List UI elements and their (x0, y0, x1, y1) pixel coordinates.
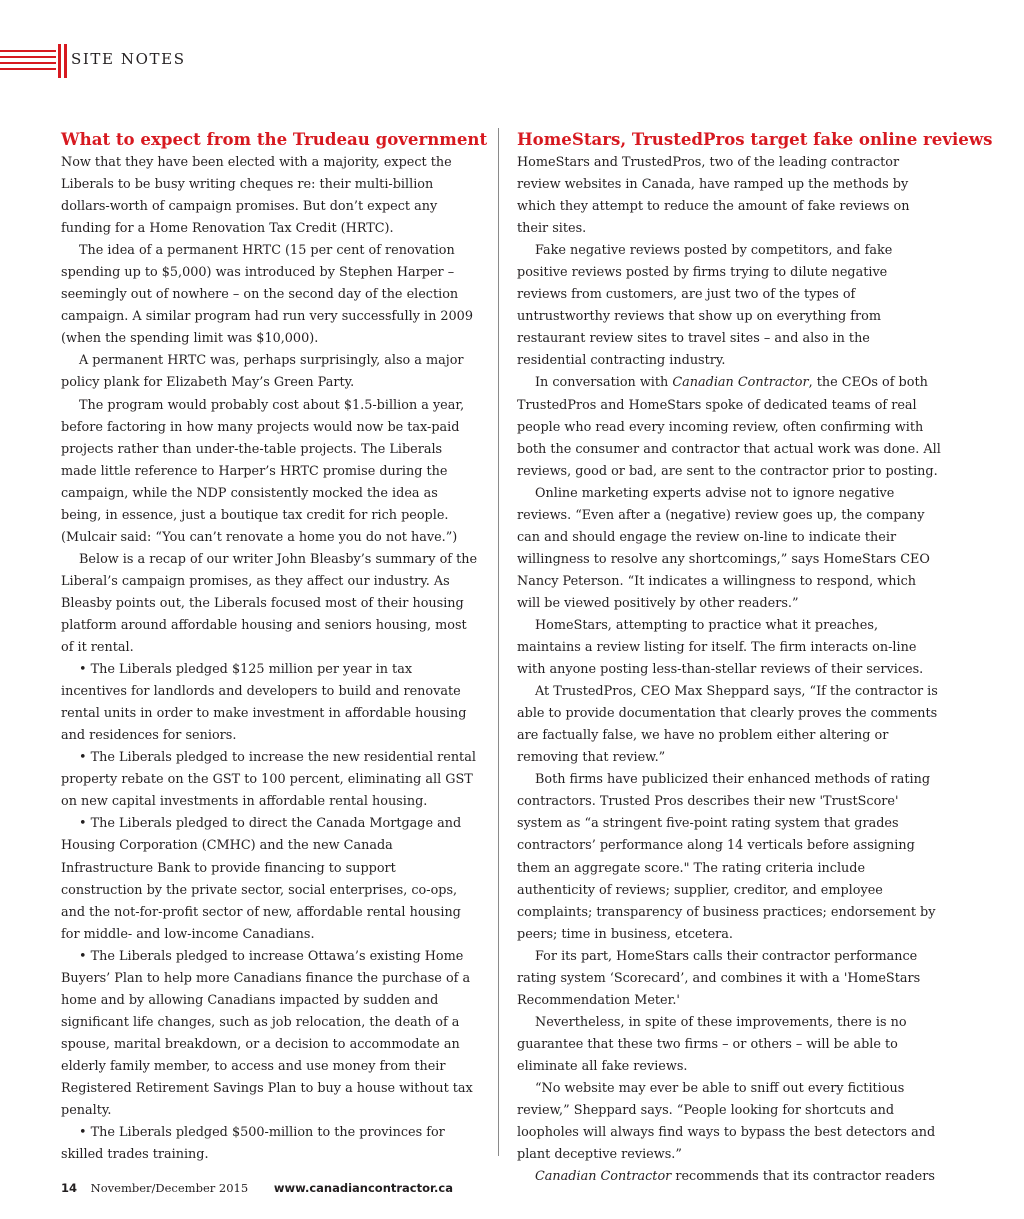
header-decorative-lines (0, 50, 56, 72)
text-run: In conversation with (535, 375, 673, 391)
right-article-title: HomeStars, TrustedPros target fake online reviews (517, 129, 993, 149)
header-vertical-bar (58, 44, 61, 78)
paragraph: For its part, HomeStars calls their contractor performance rating system ‘Scorecard’, and combines it with a 'HomeStars Recommendation Meter.' (517, 948, 921, 1008)
right-article (517, 128, 993, 1188)
paragraph: The program would probably cost about $1.5-billion a year, before factoring in how many projects would now be tax-paid projects rather than under-the-table projects. The Liberals made little reference to Harper’s HRTC promise during the campaign, while the NDP consistently mocked the idea as being, in essence, just a boutique tax credit for rich people. (Mulcair said: “You can’t renovate a home you do not have.”) (61, 397, 465, 545)
paragraph: Both firms have publicized their enhanced methods of rating contractors. Trusted Pros describes their new 'TrustScore' system as “a stringent five-point rating system that grades contractors’ performance along 14 verticals before assigning them an aggregate score." The rating criteria include authenticity of reviews; supplier, creditor, and employee complaints; transparency of business practices; endorsement by peers; time in business, etcetera. (517, 772, 936, 942)
publication-name: Canadian Contractor (535, 1169, 672, 1185)
header-vertical-bar (64, 44, 67, 78)
text-run: , the CEOs of both TrustedPros and HomeStars spoke of dedicated teams of real people who read every incoming review, often confirming with both the consumer and contractor that actual work was done. All reviews, good or bad, are sent to the contractor prior to posting. (517, 375, 941, 479)
section-label: SITE NOTES (71, 50, 186, 68)
paragraph: HomeStars, attempting to practice what it preaches, maintains a review listing for itself. The firm interacts on-line with anyone posting less-than-stellar reviews of their services. (517, 617, 924, 678)
paragraph: Fake negative reviews posted by competitors, and fake positive reviews posted by firms trying to dilute negative reviews from customers, are just two of the types of untrustworthy reviews that show up on everything from restaurant review sites to travel sites – and also in the residential contracting industry. (517, 243, 893, 369)
column-divider (498, 128, 499, 1156)
paragraph (517, 1166, 941, 1188)
text-run: recommends that its contractor readers (671, 1169, 935, 1185)
bullet-item: • The Liberals pledged to increase the new residential rental property rebate on the GST to 100 percent, eliminating all GST on new capital investments in affordable rental housing. (61, 750, 476, 810)
bullet-item: • The Liberals pledged $125 million per year in tax incentives for landlords and developers to build and renovate rental units in order to make investment in affordable housing and residences for seniors. (61, 662, 467, 744)
paragraph: At TrustedPros, CEO Max Sheppard says, “If the contractor is able to provide documentation that clearly proves the comments are factually false, we have no problem either altering or removing that review.” (517, 684, 938, 766)
publication-name: Canadian Contractor (672, 375, 809, 391)
paragraph: Online marketing experts advise not to ignore negative reviews. “Even after a (negative) review goes up, the company can and should engage the review on-line to indicate their willingness to resolve any shortcomings,” says HomeStars CEO Nancy Peterson. “It indicates a willingness to respond, which will be viewed positively by other readers.” (517, 485, 930, 611)
left-article-title: What to expect from the Trudeau government (61, 129, 488, 149)
paragraph: “No website may ever be able to sniff out every fictitious review,” Sheppard says. “People looking for shortcuts and loopholes will always find ways to bypass the best detectors and plant deceptive reviews.” (517, 1080, 936, 1163)
left-article (61, 128, 488, 1166)
paragraph: Below is a recap of our writer John Bleasby’s summary of the Liberal’s campaign promises, as they affect our industry. As Bleasby points out, the Liberals focused most of their housing platform around affordable housing and seniors housing, most of it rental. (61, 551, 478, 656)
paragraph: The idea of a permanent HRTC (15 per cent of renovation spending up to $5,000) was introduced by Stephen Harper – seemingly out of nowhere – on the second day of the election campaign. A similar program had run very successfully in 2009 (when the spending limit was $10,000). (61, 243, 473, 347)
bullet-item: • The Liberals pledged to direct the Canada Mortgage and Housing Corporation (CMHC) and the new Canada Infrastructure Bank to provide financing to support construction by the private sector, social enterprises, co-ops, and the not-for-profit sector of new, affordable rental housing for middle- and low-income Canadians. (61, 816, 462, 942)
page-number: 14 (61, 1181, 78, 1195)
paragraph: HomeStars and TrustedPros, two of the leading contractor review websites in Canada, have ramped up the methods by which they attempt to reduce the amount of fake reviews on their sites. (517, 155, 910, 237)
bullet-item: • The Liberals pledged $500-million to the provinces for skilled trades training. (61, 1125, 445, 1163)
paragraph: A permanent HRTC was, perhaps surprisingly, also a major policy plank for Elizabeth May’s Green Party. (61, 353, 464, 391)
issue-date: November/December 2015 (90, 1181, 249, 1195)
page-footer (61, 1181, 453, 1195)
paragraph (517, 372, 941, 482)
paragraph: Now that they have been elected with a majority, expect the Liberals to be busy writing cheques re: their multi-billion dollars-worth of campaign promises. But don’t expect any funding for a Home Renovation Tax Credit (HRTC). (61, 155, 452, 237)
paragraph: Nevertheless, in spite of these improvements, there is no guarantee that these two firms – or others – will be able to eliminate all fake reviews. (517, 1014, 907, 1074)
website-url: www.canadiancontractor.ca (273, 1181, 454, 1195)
bullet-item: • The Liberals pledged to increase Ottawa’s existing Home Buyers’ Plan to help more Canadians finance the purchase of a home and by allowing Canadians impacted by sudden and significant life changes, such as job relocation, the death of a spouse, marital breakdown, or a decision to accommodate an elderly family member, to access and use money from their Registered Retirement Savings Plan to buy a house without tax penalty. (61, 948, 473, 1119)
